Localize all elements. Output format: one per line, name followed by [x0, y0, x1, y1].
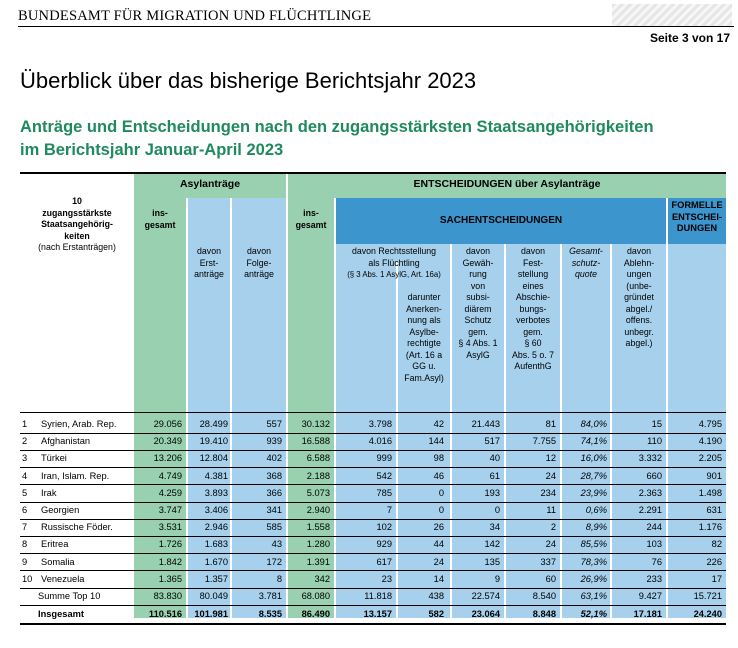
- cell-subs: 22.574: [471, 591, 500, 601]
- cell-form: 1.176: [698, 522, 722, 533]
- cell-form: 15.721: [693, 591, 722, 601]
- cell-recht: 7: [386, 505, 392, 515]
- abl-header: davon Ablehn- ungen (unbe- gründet abgel./ offens. unbegr. abgel.): [623, 246, 655, 348]
- cell-absch: 24: [545, 539, 556, 550]
- cell-abl: 2.291: [638, 505, 662, 515]
- absch-header: davon Fest- stellung eines Abschie- bungs- verbotes gem. § 60 Abs. 5 o. 7 AufenthG: [511, 246, 555, 371]
- ins1-header: ins- gesamt: [144, 208, 176, 230]
- cell-abl: 660: [646, 470, 662, 481]
- cell-form: 2.205: [698, 453, 722, 464]
- cell-erst: 1.357: [204, 573, 228, 584]
- cell-absch: 8.540: [532, 591, 556, 601]
- table-row: [20, 606, 726, 623]
- header-rule: [18, 26, 734, 27]
- row-number: 1: [22, 419, 28, 429]
- cell-subs: 40: [489, 453, 500, 464]
- ins2-header: ins- gesamt: [295, 208, 327, 230]
- cell-absch: 337: [540, 556, 556, 567]
- row-number: 7: [22, 522, 28, 533]
- cell-absch: 11: [546, 505, 556, 515]
- antraege-cols-bg: [188, 198, 286, 414]
- cell-quote: 0,6%: [585, 505, 607, 515]
- cell-ins: 83.830: [153, 591, 182, 601]
- cell-quote: 78,3%: [580, 556, 607, 567]
- cell-ins: 1.726: [158, 539, 182, 550]
- cell-recht: 23: [381, 573, 392, 584]
- table-row: [20, 468, 726, 485]
- cell-recht: 542: [376, 470, 392, 481]
- cell-erst: 3.406: [204, 505, 228, 515]
- cell-anerk: 582: [428, 609, 444, 620]
- cell-form: 4.795: [698, 419, 722, 429]
- cell-ins: 110.516: [148, 609, 182, 620]
- cell-erst: 3.893: [204, 487, 228, 498]
- row-number: 9: [22, 556, 28, 567]
- cell-anerk: 438: [428, 591, 444, 601]
- country-name: Russische Föder.: [41, 522, 113, 533]
- cell-ins: 20.349: [153, 436, 182, 447]
- cell-ent: 1.280: [306, 539, 330, 550]
- country-name: Summe Top 10: [38, 591, 101, 601]
- cell-subs: 142: [484, 539, 500, 550]
- cell-erst: 101.981: [194, 609, 228, 620]
- cell-erst: 1.683: [204, 539, 228, 550]
- cell-abl: 233: [646, 573, 662, 584]
- cell-quote: 74,1%: [580, 436, 607, 447]
- cell-recht: 11.818: [364, 591, 392, 601]
- cell-absch: 12: [545, 453, 556, 464]
- cell-erst: 80.049: [199, 591, 228, 601]
- country-name: Georgien: [41, 505, 80, 515]
- cell-subs: 21.443: [471, 419, 500, 429]
- table-row: [20, 416, 726, 433]
- cell-abl: 2.363: [638, 487, 662, 498]
- subs-header: davon Gewäh- rung von subsi- diärem Schutz gem. § 4 Abs. 1 AsylG: [458, 246, 498, 360]
- cell-ins: 3.747: [158, 505, 182, 515]
- cell-anerk: 24: [433, 556, 444, 567]
- cell-folge: 341: [266, 505, 282, 515]
- cell-folge: 368: [266, 470, 282, 481]
- row-rule: [20, 623, 726, 625]
- cell-quote: 84,0%: [580, 419, 607, 429]
- table-row: [20, 433, 726, 450]
- table-row: [20, 536, 726, 553]
- cell-absch: 2: [550, 522, 556, 533]
- cell-form: 901: [706, 470, 722, 481]
- table-top-rule: [20, 172, 726, 174]
- table-row: [20, 519, 726, 536]
- cell-folge: 3.781: [258, 591, 282, 601]
- cell-subs: 9: [494, 573, 500, 584]
- cell-absch: 60: [545, 573, 556, 584]
- cell-folge: 8.535: [258, 609, 282, 620]
- row-number: 5: [22, 487, 28, 498]
- row-number: 2: [22, 436, 28, 447]
- cell-quote: 16,0%: [580, 453, 607, 464]
- cell-abl: 110: [647, 436, 662, 447]
- cell-erst: 28.499: [199, 419, 228, 429]
- cell-folge: 939: [266, 436, 282, 447]
- cell-ins: 4.749: [158, 470, 182, 481]
- cell-absch: 234: [540, 487, 556, 498]
- table-row: [20, 554, 726, 571]
- cell-folge: 366: [266, 487, 282, 498]
- cell-anerk: 44: [433, 539, 444, 550]
- table-row: [20, 485, 726, 502]
- cell-ent: 2.940: [306, 505, 330, 515]
- cell-anerk: 26: [433, 522, 444, 533]
- cell-abl: 15: [651, 419, 662, 429]
- cell-folge: 585: [266, 522, 282, 533]
- row-number: 3: [22, 453, 28, 464]
- cell-form: 17: [711, 573, 722, 584]
- cell-anerk: 42: [433, 419, 444, 429]
- cell-erst: 2.946: [204, 522, 228, 533]
- cell-folge: 402: [266, 453, 282, 464]
- cell-ent: 2.188: [306, 470, 330, 481]
- cell-ent: 1.391: [306, 556, 330, 567]
- cell-abl: 17.181: [633, 609, 662, 620]
- country-name: Somalia: [41, 556, 75, 567]
- cell-absch: 81: [545, 419, 556, 429]
- cell-abl: 9.427: [638, 591, 662, 601]
- cell-subs: 34: [489, 522, 500, 533]
- cell-anerk: 0: [438, 487, 444, 498]
- country-name: Syrien, Arab. Rep.: [41, 419, 117, 429]
- cell-ins: 1.842: [158, 556, 182, 567]
- table-row: [20, 588, 726, 605]
- cell-recht: 929: [376, 539, 392, 550]
- quote-header: Gesamt- schutz- quote: [569, 246, 603, 279]
- cell-ins: 29.056: [153, 419, 182, 429]
- country-name: Venezuela: [41, 573, 85, 584]
- row-number: 4: [22, 470, 28, 481]
- cell-subs: 0: [494, 505, 500, 515]
- recht-header: davon Rechtsstellung als Flüchtling (§ 3 Abs. 1 AsylG, Art. 16a): [347, 246, 441, 279]
- row-number: 6: [22, 505, 28, 515]
- cell-ins: 3.531: [158, 522, 182, 533]
- cell-quote: 23,9%: [580, 487, 607, 498]
- cell-absch: 8.848: [532, 609, 556, 620]
- cell-folge: 43: [271, 539, 282, 550]
- cell-folge: 8: [276, 573, 282, 584]
- sach-header: SACHENTSCHEIDUNGEN: [439, 215, 563, 226]
- cell-subs: 517: [484, 436, 500, 447]
- cell-ins: 13.206: [153, 453, 182, 464]
- cell-erst: 4.381: [204, 470, 228, 481]
- cell-erst: 12.804: [199, 453, 228, 464]
- cell-abl: 244: [646, 522, 662, 533]
- country-name: Iran, Islam. Rep.: [41, 470, 110, 481]
- entsch-header: ENTSCHEIDUNGEN über Asylanträge: [413, 178, 601, 190]
- folge-header: davon Folge- anträge: [244, 246, 274, 279]
- cell-subs: 61: [489, 470, 500, 481]
- cell-ent: 6.588: [306, 453, 330, 464]
- erst-header: davon Erst- anträge: [194, 246, 224, 279]
- cell-subs: 23.064: [471, 609, 500, 620]
- cell-anerk: 46: [433, 470, 444, 481]
- cell-ent: 5.073: [306, 487, 330, 498]
- cell-form: 1.498: [698, 487, 722, 498]
- country-col-header: 10 zugangsstärkste Staatsangehörig- keiten (nach Erstanträgen): [38, 196, 116, 252]
- row-number: 8: [22, 539, 28, 550]
- cell-subs: 193: [484, 487, 500, 498]
- cell-erst: 1.670: [204, 556, 228, 567]
- cell-form: 4.190: [698, 436, 722, 447]
- table-row: [20, 450, 726, 467]
- cell-recht: 999: [376, 453, 392, 464]
- table-subtitle: Anträge und Entscheidungen nach den zugangsstärksten Staatsangehörigkeiten im Berichtsjahr Januar-April 2023: [20, 118, 654, 159]
- cell-folge: 557: [266, 419, 282, 429]
- cell-form: 82: [711, 539, 722, 550]
- cell-absch: 24: [545, 470, 556, 481]
- cell-recht: 4.016: [368, 436, 392, 447]
- cell-subs: 135: [484, 556, 500, 567]
- cell-anerk: 98: [433, 453, 444, 464]
- cell-ent: 1.558: [306, 522, 330, 533]
- cell-quote: 63,1%: [580, 591, 607, 601]
- cell-form: 24.240: [693, 609, 722, 620]
- cell-form: 226: [706, 556, 722, 567]
- cell-form: 631: [706, 505, 722, 515]
- cell-ent: 86.490: [301, 609, 330, 620]
- cell-ent: 30.132: [301, 419, 330, 429]
- cell-recht: 617: [376, 556, 392, 567]
- cell-abl: 3.332: [638, 453, 662, 464]
- cell-erst: 19.410: [199, 436, 228, 447]
- cell-quote: 52,1%: [580, 609, 607, 620]
- cell-ent: 342: [314, 573, 330, 584]
- cell-recht: 3.798: [368, 419, 392, 429]
- cell-abl: 76: [651, 556, 662, 567]
- cell-anerk: 14: [433, 573, 444, 584]
- country-name: Afghanistan: [41, 436, 91, 447]
- table-row: [20, 571, 726, 588]
- cell-abl: 103: [646, 539, 662, 550]
- page-title: Überblick über das bisherige Berichtsjahr 2023: [20, 68, 477, 93]
- country-name: Türkei: [41, 453, 67, 464]
- cell-ent: 68.080: [301, 591, 330, 601]
- asyl-header: Asylanträge: [179, 178, 241, 190]
- cell-quote: 8,9%: [585, 522, 607, 533]
- cell-recht: 102: [376, 522, 392, 533]
- anerk-header: darunter Anerken- nung als Asylbe- rechtigte (Art. 16 a GG u. Fam.Asyl): [404, 292, 444, 383]
- cell-anerk: 0: [438, 505, 444, 515]
- cell-quote: 26,9%: [580, 573, 607, 584]
- seal-image: [612, 4, 732, 26]
- cell-quote: 85,5%: [580, 539, 607, 550]
- country-name: Irak: [41, 487, 57, 498]
- country-name: Insgesamt: [38, 609, 84, 620]
- cell-ent: 16.588: [301, 436, 330, 447]
- header-bottom-rule: [20, 412, 726, 413]
- formelle-header: FORMELLE ENTSCHEI- DUNGEN: [671, 200, 723, 233]
- statistics-table: [20, 172, 726, 636]
- row-number: 10: [22, 573, 33, 584]
- cell-absch: 7.755: [532, 436, 556, 447]
- agency-header: BUNDESAMT FÜR MIGRATION UND FLÜCHTLINGE: [18, 8, 372, 24]
- cell-ins: 4.259: [158, 487, 182, 498]
- formelle-col-bg: [668, 244, 726, 414]
- cell-ins: 1.365: [158, 573, 182, 584]
- page-number: Seite 3 von 17: [649, 31, 730, 45]
- cell-anerk: 144: [428, 436, 444, 447]
- cell-quote: 28,7%: [580, 470, 607, 481]
- country-name: Eritrea: [41, 539, 69, 550]
- cell-recht: 13.157: [363, 609, 392, 620]
- table-row: [20, 502, 726, 519]
- cell-folge: 172: [266, 556, 282, 567]
- cell-recht: 785: [376, 487, 392, 498]
